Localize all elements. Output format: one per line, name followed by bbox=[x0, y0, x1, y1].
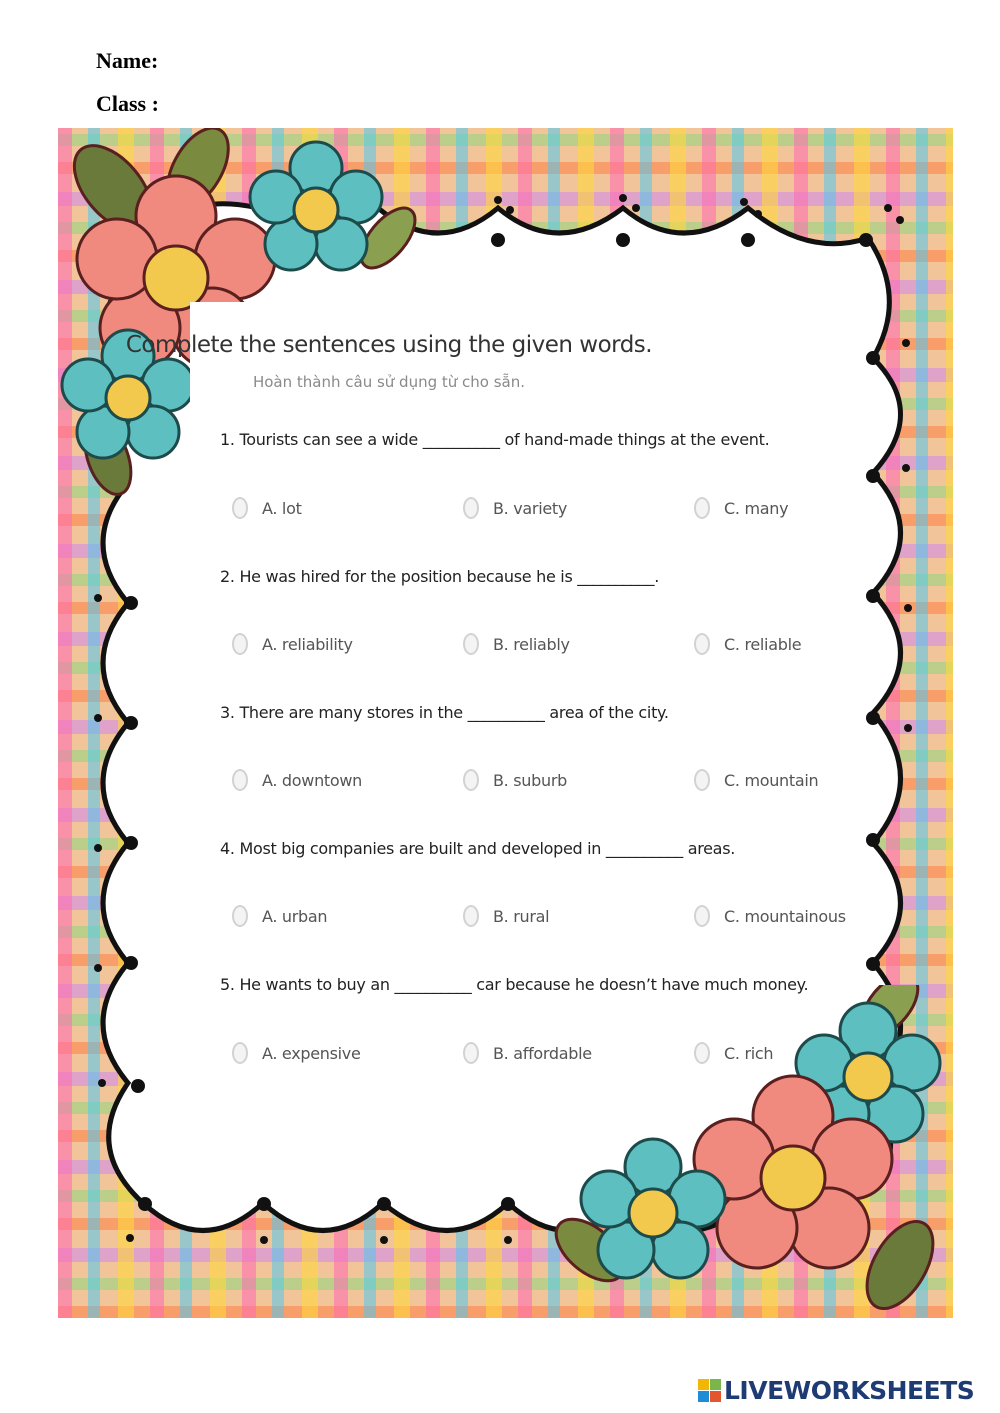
radio-icon[interactable] bbox=[463, 497, 479, 519]
question-2-option-a[interactable] bbox=[232, 633, 353, 655]
radio-icon[interactable] bbox=[694, 769, 710, 791]
question-1: 1. Tourists can see a wide __________ of hand-made things at the event. bbox=[220, 430, 770, 449]
question-4-option-c[interactable] bbox=[694, 905, 846, 927]
question-1-option-a[interactable] bbox=[232, 497, 302, 519]
worksheet-title: Complete the sentences using the given words. bbox=[125, 332, 653, 358]
option-label: A. urban bbox=[262, 906, 328, 926]
flower-cluster-bottom-right-icon bbox=[550, 985, 952, 1318]
question-2-option-c[interactable] bbox=[694, 633, 801, 655]
name-label: Name: bbox=[96, 48, 159, 73]
option-label: C. many bbox=[724, 498, 789, 518]
option-label: C. mountain bbox=[724, 770, 819, 790]
question-3: 3. There are many stores in the __________ area of the city. bbox=[220, 703, 669, 722]
option-label: A. expensive bbox=[262, 1043, 361, 1063]
question-4-option-a[interactable] bbox=[232, 905, 327, 927]
question-3-option-b[interactable] bbox=[463, 769, 567, 791]
radio-icon[interactable] bbox=[232, 905, 248, 927]
option-label: C. rich bbox=[724, 1043, 774, 1063]
radio-icon[interactable] bbox=[232, 769, 248, 791]
radio-icon[interactable] bbox=[232, 497, 248, 519]
question-5: 5. He wants to buy an __________ car because he doesn’t have much money. bbox=[220, 975, 809, 994]
question-4: 4. Most big companies are built and developed in __________ areas. bbox=[220, 839, 736, 858]
radio-icon[interactable] bbox=[694, 633, 710, 655]
question-4-option-b[interactable] bbox=[463, 905, 549, 927]
radio-icon[interactable] bbox=[232, 633, 248, 655]
question-1-option-b[interactable] bbox=[463, 497, 567, 519]
option-label: B. rural bbox=[493, 906, 550, 926]
option-label: C. mountainous bbox=[724, 906, 846, 926]
radio-icon[interactable] bbox=[463, 633, 479, 655]
liveworksheets-logo-icon bbox=[698, 1379, 721, 1402]
radio-icon[interactable] bbox=[232, 1042, 248, 1064]
question-5-option-a[interactable] bbox=[232, 1042, 361, 1064]
option-label: B. variety bbox=[493, 498, 568, 518]
question-1-option-c[interactable] bbox=[694, 497, 788, 519]
option-label: C. reliable bbox=[724, 634, 802, 654]
worksheet-subtitle: Hoàn thành câu sử dụng từ cho sẵn. bbox=[252, 373, 526, 391]
option-label: A. lot bbox=[262, 498, 302, 518]
question-3-option-c[interactable] bbox=[694, 769, 818, 791]
radio-icon[interactable] bbox=[463, 1042, 479, 1064]
radio-icon[interactable] bbox=[463, 769, 479, 791]
radio-icon[interactable] bbox=[694, 1042, 710, 1064]
option-label: A. downtown bbox=[262, 770, 362, 790]
option-label: B. suburb bbox=[493, 770, 567, 790]
option-label: B. affordable bbox=[493, 1043, 592, 1063]
option-label: A. reliability bbox=[262, 634, 353, 654]
question-2-option-b[interactable] bbox=[463, 633, 570, 655]
radio-icon[interactable] bbox=[463, 905, 479, 927]
class-label: Class : bbox=[96, 91, 159, 116]
logo-text: LIVEWORKSHEETS bbox=[724, 1376, 975, 1405]
question-3-option-a[interactable] bbox=[232, 769, 362, 791]
liveworksheets-logo[interactable] bbox=[698, 1376, 974, 1405]
radio-icon[interactable] bbox=[694, 497, 710, 519]
radio-icon[interactable] bbox=[694, 905, 710, 927]
question-5-option-c[interactable] bbox=[694, 1042, 773, 1064]
question-5-option-b[interactable] bbox=[463, 1042, 592, 1064]
option-label: B. reliably bbox=[493, 634, 570, 654]
question-2: 2. He was hired for the position because he is __________. bbox=[220, 567, 660, 586]
